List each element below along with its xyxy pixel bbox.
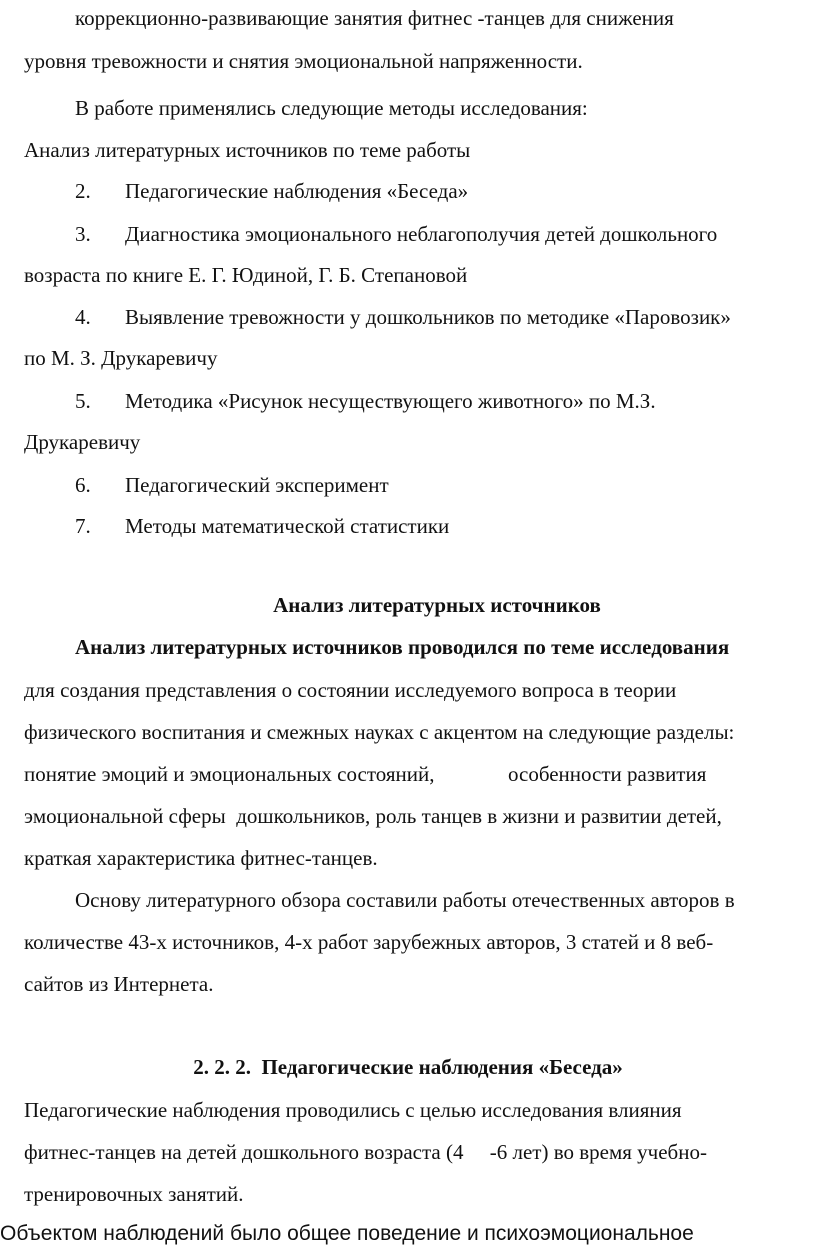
methods-list-item	[75, 513, 816, 539]
text-line: возраста по книге Е. Г. Юдиной, Г. Б. Степановой	[24, 263, 468, 287]
text-line: по М. З. Друкаревичу	[24, 346, 218, 370]
list-text: Педагогический эксперимент	[125, 473, 389, 497]
text-line: количестве 43-х источников, 4-х работ зарубежных авторов, 3 статей и 8 веб-	[24, 930, 714, 954]
methods-list-item	[75, 472, 816, 498]
methods-list-item	[75, 221, 816, 247]
text-line: физического воспитания и смежных науках с акцентом на следующие разделы:	[24, 720, 735, 744]
text-line: эмоциональной сферы дошкольников, роль танцев в жизни и развитии детей,	[24, 804, 722, 828]
text-line: для создания представления о состоянии исследуемого вопроса в теории	[24, 678, 677, 702]
list-number: 5.	[75, 389, 91, 413]
text-line: тренировочных занятий.	[24, 1182, 244, 1206]
methods-list-item: Анализ литературных источников по теме работы	[24, 138, 471, 162]
list-number: 7.	[75, 514, 91, 538]
text-line: В работе применялись следующие методы исследования:	[75, 96, 588, 120]
list-text: Выявление тревожности у дошкольников по методике «Паровозик»	[125, 305, 731, 329]
methods-list-item	[75, 304, 816, 330]
text-line: фитнес-танцев на детей дошкольного возраста (4 -6 лет) во время учебно-	[24, 1140, 707, 1164]
text-line: Анализ литературных источников проводился по теме исследования	[75, 635, 730, 659]
list-number: 2.	[75, 179, 91, 203]
text-line: понятие эмоций и эмоциональных состояний, особенности развития	[24, 762, 707, 786]
section-heading: Анализ литературных источников	[273, 593, 601, 617]
list-text: Методика «Рисунок несуществующего животного» по М.З.	[125, 389, 656, 413]
list-text: Методы математической статистики	[125, 514, 450, 538]
text-line: краткая характеристика фитнес-танцев.	[24, 846, 378, 870]
section-heading: 2. 2. 2. Педагогические наблюдения «Беседа»	[193, 1055, 623, 1079]
text-line: Основу литературного обзора составили работы отечественных авторов в	[75, 888, 735, 912]
methods-list-item	[75, 178, 816, 204]
list-number: 4.	[75, 305, 91, 329]
text-line: Педагогические наблюдения проводились с целью исследования влияния	[24, 1098, 682, 1122]
list-text: Педагогические наблюдения «Беседа»	[125, 179, 469, 203]
list-number: 3.	[75, 222, 91, 246]
text-line: Друкаревичу	[24, 430, 141, 454]
text-line: коррекционно-развивающие занятия фитнес -танцев для снижения	[75, 6, 674, 30]
list-number: 6.	[75, 473, 91, 497]
text-line: Объектом наблюдений было общее поведение и психоэмоциональное	[0, 1222, 694, 1245]
methods-list-item	[75, 388, 816, 414]
text-line: сайтов из Интернета.	[24, 972, 214, 996]
list-text: Диагностика эмоционального неблагополучия детей дошкольного	[125, 222, 718, 246]
text-line: уровня тревожности и снятия эмоциональной напряженности.	[24, 49, 583, 73]
